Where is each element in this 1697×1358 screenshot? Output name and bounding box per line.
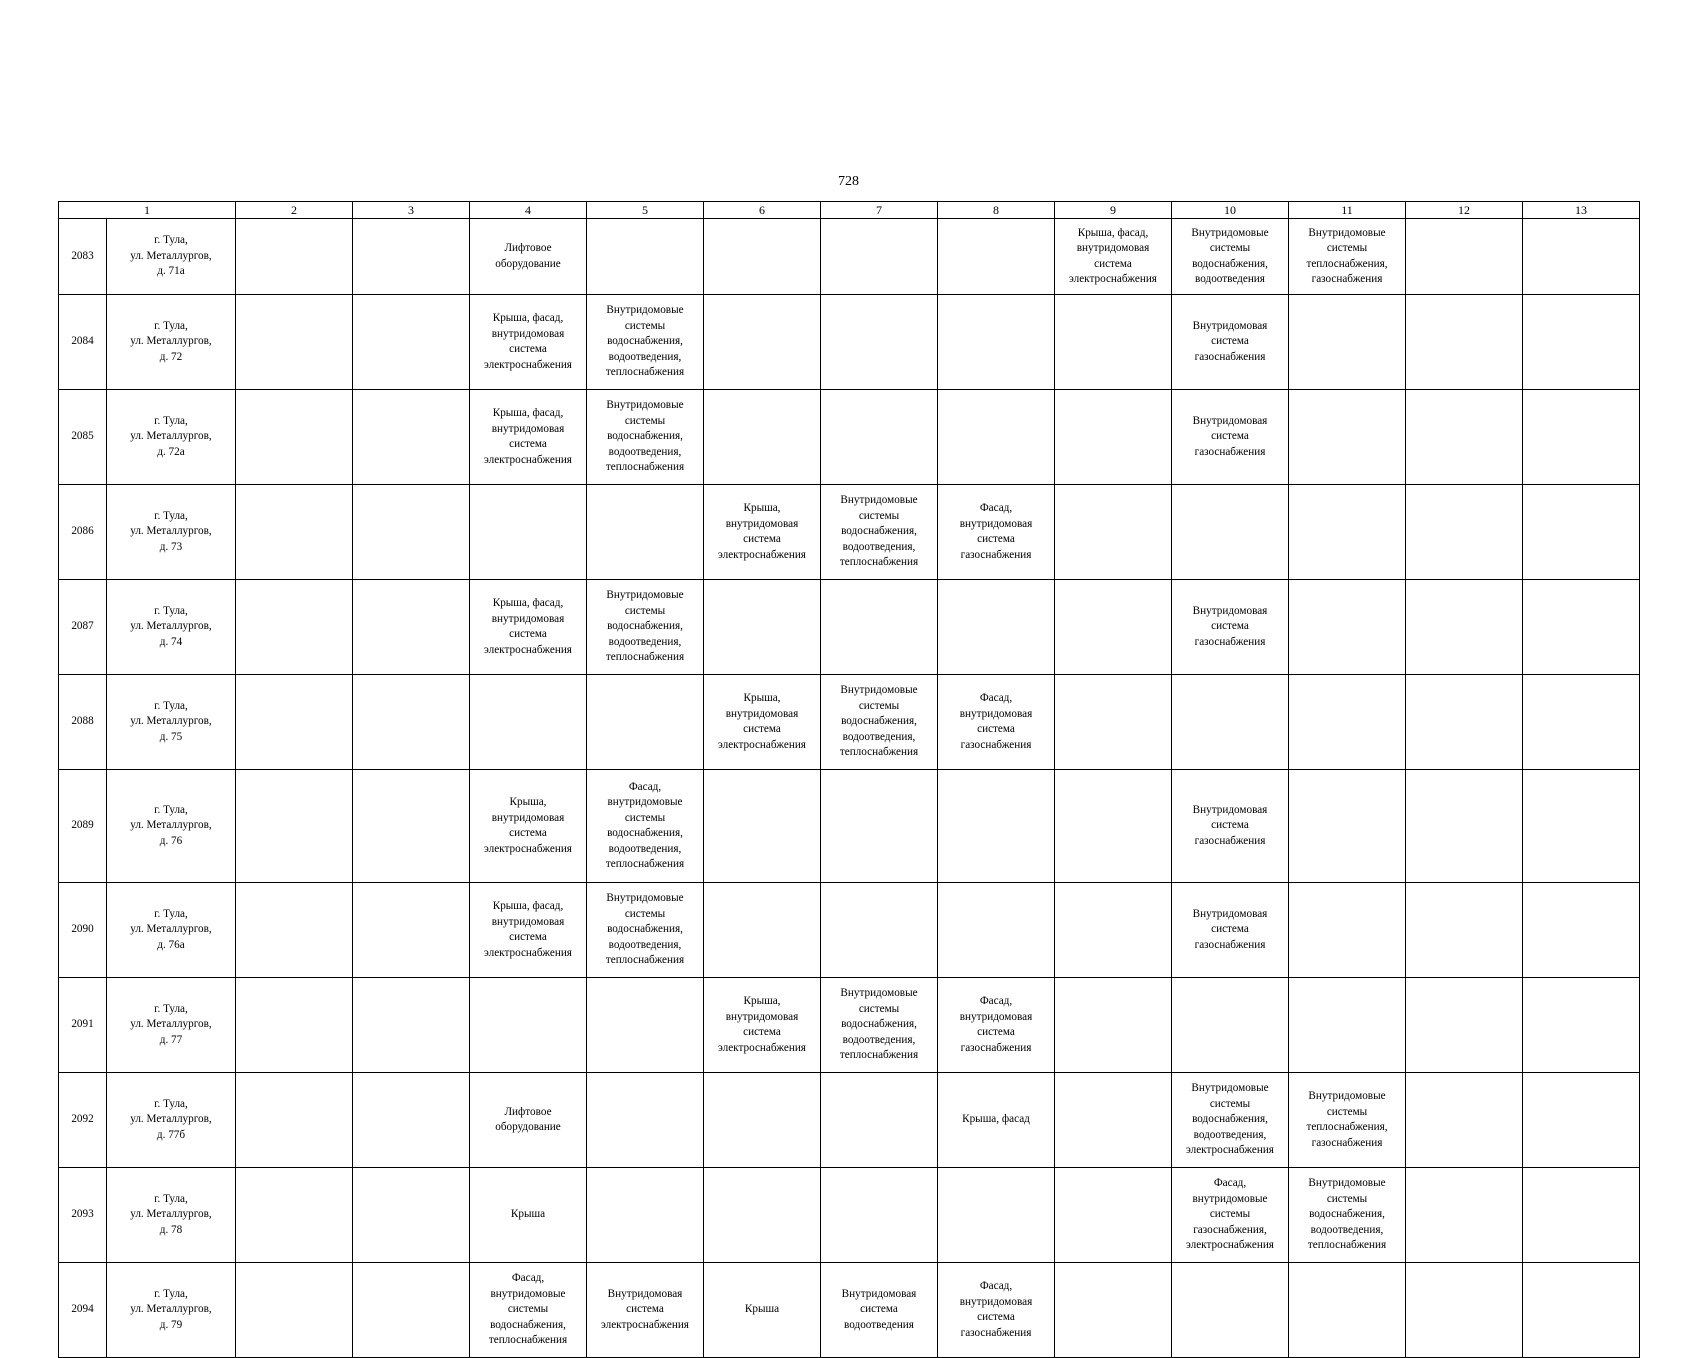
table-cell: [353, 1263, 470, 1358]
table-cell: [938, 390, 1055, 485]
row-number: 2092: [59, 1073, 107, 1168]
table-cell: [587, 675, 704, 770]
table-cell: [1406, 1168, 1523, 1263]
table-cell: [1289, 883, 1406, 978]
table-cell: [353, 295, 470, 390]
table-cell: [1289, 580, 1406, 675]
table-cell: [704, 770, 821, 883]
table-cell: [236, 675, 353, 770]
row-number: 2091: [59, 978, 107, 1073]
table-cell: [704, 580, 821, 675]
column-header: 4: [470, 202, 587, 219]
table-cell: Крыша, фасад, внутридомовая система электроснабжения: [470, 883, 587, 978]
column-header: 6: [704, 202, 821, 219]
table-cell: [236, 295, 353, 390]
table-cell: Внутридомовые системы водоснабжения, водоотведения, теплоснабжения: [587, 580, 704, 675]
column-header: 9: [1055, 202, 1172, 219]
table-cell: Крыша, внутридомовая система электроснабжения: [470, 770, 587, 883]
table-cell: Крыша, внутридомовая система электроснабжения: [704, 978, 821, 1073]
table-cell: [1406, 295, 1523, 390]
column-header: 11: [1289, 202, 1406, 219]
table-cell: [704, 390, 821, 485]
column-header: 1: [59, 202, 236, 219]
table-cell: [821, 770, 938, 883]
table-cell: [236, 1073, 353, 1168]
table-cell: [1055, 1263, 1172, 1358]
table-cell: Фасад, внутридомовые системы водоснабжения, водоотведения, теплоснабжения: [587, 770, 704, 883]
table-cell: Крыша, фасад, внутридомовая система электроснабжения: [470, 295, 587, 390]
column-header: 3: [353, 202, 470, 219]
address-cell: г. Тула, ул. Металлургов, д. 79: [107, 1263, 236, 1358]
address-cell: г. Тула, ул. Металлургов, д. 76а: [107, 883, 236, 978]
table-cell: [1289, 390, 1406, 485]
table-row: [59, 1073, 1640, 1168]
table-cell: [1523, 390, 1640, 485]
table-cell: [1523, 770, 1640, 883]
table-cell: [1172, 675, 1289, 770]
table-row: [59, 883, 1640, 978]
table-cell: [353, 1073, 470, 1168]
table-cell: [821, 219, 938, 295]
table-cell: [1055, 883, 1172, 978]
row-number: 2093: [59, 1168, 107, 1263]
table-cell: Крыша: [704, 1263, 821, 1358]
table-cell: [821, 1073, 938, 1168]
address-cell: г. Тула, ул. Металлургов, д. 71а: [107, 219, 236, 295]
table-cell: Внутридомовая система газоснабжения: [1172, 390, 1289, 485]
table-cell: [704, 1073, 821, 1168]
table-row: [59, 1168, 1640, 1263]
table-cell: [1172, 978, 1289, 1073]
table-cell: [236, 580, 353, 675]
row-number: 2088: [59, 675, 107, 770]
table-row: [59, 485, 1640, 580]
table-cell: Внутридомовая система электроснабжения: [587, 1263, 704, 1358]
table-cell: [1523, 978, 1640, 1073]
column-header: 7: [821, 202, 938, 219]
table-cell: [1055, 770, 1172, 883]
table-cell: [1406, 1263, 1523, 1358]
table-cell: [1289, 1263, 1406, 1358]
table-cell: [587, 1168, 704, 1263]
table-cell: [821, 1168, 938, 1263]
table-cell: [236, 390, 353, 485]
table-cell: [1055, 295, 1172, 390]
table-cell: [1406, 219, 1523, 295]
table-cell: [1406, 770, 1523, 883]
table-cell: [587, 485, 704, 580]
table-cell: [1289, 978, 1406, 1073]
table-cell: [1172, 1263, 1289, 1358]
table-cell: Внутридомовая система газоснабжения: [1172, 295, 1289, 390]
table-cell: Внутридомовые системы водоснабжения, водоотведения, теплоснабжения: [587, 390, 704, 485]
address-cell: г. Тула, ул. Металлургов, д. 74: [107, 580, 236, 675]
table-cell: [236, 485, 353, 580]
table-cell: Фасад, внутридомовые системы водоснабжения, теплоснабжения: [470, 1263, 587, 1358]
table-cell: [704, 1168, 821, 1263]
table-cell: [1055, 580, 1172, 675]
table-cell: [938, 295, 1055, 390]
column-header: 13: [1523, 202, 1640, 219]
table-cell: [1523, 883, 1640, 978]
page-number: 728: [838, 174, 859, 189]
table-cell: [1055, 978, 1172, 1073]
table-cell: [1289, 295, 1406, 390]
table-cell: [704, 883, 821, 978]
address-cell: г. Тула, ул. Металлургов, д. 78: [107, 1168, 236, 1263]
row-number: 2084: [59, 295, 107, 390]
table-cell: Лифтовое оборудование: [470, 219, 587, 295]
table-cell: Фасад, внутридомовая система газоснабжения: [938, 1263, 1055, 1358]
table-row: [59, 770, 1640, 883]
row-number: 2094: [59, 1263, 107, 1358]
table-cell: [236, 219, 353, 295]
address-cell: г. Тула, ул. Металлургов, д. 72: [107, 295, 236, 390]
table-row: [59, 1263, 1640, 1358]
table-cell: [587, 1073, 704, 1168]
table-cell: [821, 580, 938, 675]
address-cell: г. Тула, ул. Металлургов, д. 72а: [107, 390, 236, 485]
table-cell: Внутридомовая система газоснабжения: [1172, 580, 1289, 675]
row-number: 2090: [59, 883, 107, 978]
address-cell: г. Тула, ул. Металлургов, д. 77: [107, 978, 236, 1073]
table-cell: [353, 675, 470, 770]
table-cell: Внутридомовые системы водоснабжения, водоотведения, теплоснабжения: [587, 295, 704, 390]
row-number: 2083: [59, 219, 107, 295]
table-cell: [1406, 485, 1523, 580]
row-number: 2087: [59, 580, 107, 675]
table-cell: [1523, 675, 1640, 770]
column-header: 10: [1172, 202, 1289, 219]
table-cell: [353, 485, 470, 580]
table-cell: Внутридомовые системы теплоснабжения, газоснабжения: [1289, 1073, 1406, 1168]
table-cell: [1055, 390, 1172, 485]
table-cell: Внутридомовые системы теплоснабжения, газоснабжения: [1289, 219, 1406, 295]
address-cell: г. Тула, ул. Металлургов, д. 76: [107, 770, 236, 883]
table-cell: [1055, 1168, 1172, 1263]
table-cell: [1055, 675, 1172, 770]
column-header: 12: [1406, 202, 1523, 219]
table-row: [59, 219, 1640, 295]
table-cell: [353, 580, 470, 675]
table-cell: Лифтовое оборудование: [470, 1073, 587, 1168]
table-cell: Внутридомовые системы водоснабжения, водоотведения, теплоснабжения: [1289, 1168, 1406, 1263]
table-cell: [470, 675, 587, 770]
address-cell: г. Тула, ул. Металлургов, д. 73: [107, 485, 236, 580]
column-header: 2: [236, 202, 353, 219]
table-cell: [1523, 295, 1640, 390]
table-cell: [1523, 485, 1640, 580]
table-cell: [236, 770, 353, 883]
table-cell: [1523, 1168, 1640, 1263]
table-cell: [1406, 1073, 1523, 1168]
table-cell: [1406, 883, 1523, 978]
row-number: 2085: [59, 390, 107, 485]
table-cell: [470, 485, 587, 580]
table-cell: [236, 1168, 353, 1263]
table-cell: Крыша, фасад, внутридомовая система электроснабжения: [1055, 219, 1172, 295]
table-cell: [1055, 1073, 1172, 1168]
column-header: 5: [587, 202, 704, 219]
table-cell: Внутридомовые системы водоснабжения, водоотведения, теплоснабжения: [821, 978, 938, 1073]
table-row: [59, 295, 1640, 390]
table-cell: Крыша, фасад, внутридомовая система электроснабжения: [470, 390, 587, 485]
address-cell: г. Тула, ул. Металлургов, д. 77б: [107, 1073, 236, 1168]
table-cell: [821, 295, 938, 390]
table-cell: [587, 978, 704, 1073]
column-header: 8: [938, 202, 1055, 219]
table-cell: Внутридомовая система водоотведения: [821, 1263, 938, 1358]
table-cell: [353, 1168, 470, 1263]
table-cell: Фасад, внутридомовые системы газоснабжения, электроснабжения: [1172, 1168, 1289, 1263]
table-cell: [704, 295, 821, 390]
table-cell: [353, 219, 470, 295]
table-cell: Фасад, внутридомовая система газоснабжения: [938, 675, 1055, 770]
table-cell: Крыша: [470, 1168, 587, 1263]
table-cell: [470, 978, 587, 1073]
table-cell: Фасад, внутридомовая система газоснабжения: [938, 485, 1055, 580]
table-cell: [353, 390, 470, 485]
table-cell: [1289, 675, 1406, 770]
table-cell: Внутридомовые системы водоснабжения, водоотведения: [1172, 219, 1289, 295]
table-cell: [938, 1168, 1055, 1263]
table-cell: Внутридомовая система газоснабжения: [1172, 883, 1289, 978]
table-cell: Крыша, фасад, внутридомовая система электроснабжения: [470, 580, 587, 675]
table-cell: [938, 770, 1055, 883]
table-row: [59, 675, 1640, 770]
row-number: 2089: [59, 770, 107, 883]
table-cell: [353, 883, 470, 978]
table-cell: Крыша, внутридомовая система электроснабжения: [704, 675, 821, 770]
table-cell: [1523, 1073, 1640, 1168]
table-cell: [236, 978, 353, 1073]
capital-repair-table: [58, 201, 1640, 1358]
table-cell: [236, 1263, 353, 1358]
table-cell: [1523, 580, 1640, 675]
table-cell: Внутридомовые системы водоснабжения, водоотведения, теплоснабжения: [587, 883, 704, 978]
table-cell: [1289, 485, 1406, 580]
table-cell: [1406, 390, 1523, 485]
table-cell: [821, 883, 938, 978]
table-cell: [353, 770, 470, 883]
table-row: [59, 978, 1640, 1073]
table-cell: [1055, 485, 1172, 580]
row-number: 2086: [59, 485, 107, 580]
table-cell: [938, 219, 1055, 295]
table-cell: Внутридомовая система газоснабжения: [1172, 770, 1289, 883]
table-cell: [938, 883, 1055, 978]
table-cell: [704, 219, 821, 295]
table-cell: [1289, 770, 1406, 883]
table-cell: Фасад, внутридомовая система газоснабжения: [938, 978, 1055, 1073]
table-cell: [1523, 219, 1640, 295]
table-cell: Внутридомовые системы водоснабжения, водоотведения, теплоснабжения: [821, 485, 938, 580]
table-cell: [938, 580, 1055, 675]
table-row: [59, 580, 1640, 675]
table-row: [59, 390, 1640, 485]
table-cell: Крыша, фасад: [938, 1073, 1055, 1168]
table-cell: [1406, 978, 1523, 1073]
table-cell: [236, 883, 353, 978]
table-cell: Крыша, внутридомовая система электроснабжения: [704, 485, 821, 580]
address-cell: г. Тула, ул. Металлургов, д. 75: [107, 675, 236, 770]
table-cell: Внутридомовые системы водоснабжения, водоотведения, теплоснабжения: [821, 675, 938, 770]
table-cell: [587, 219, 704, 295]
table-cell: [1172, 485, 1289, 580]
table-cell: [1406, 580, 1523, 675]
table-cell: [353, 978, 470, 1073]
table-cell: Внутридомовые системы водоснабжения, водоотведения, электроснабжения: [1172, 1073, 1289, 1168]
table-cell: [821, 390, 938, 485]
table-cell: [1406, 675, 1523, 770]
table-cell: [1523, 1263, 1640, 1358]
column-number-row: [59, 202, 1640, 219]
